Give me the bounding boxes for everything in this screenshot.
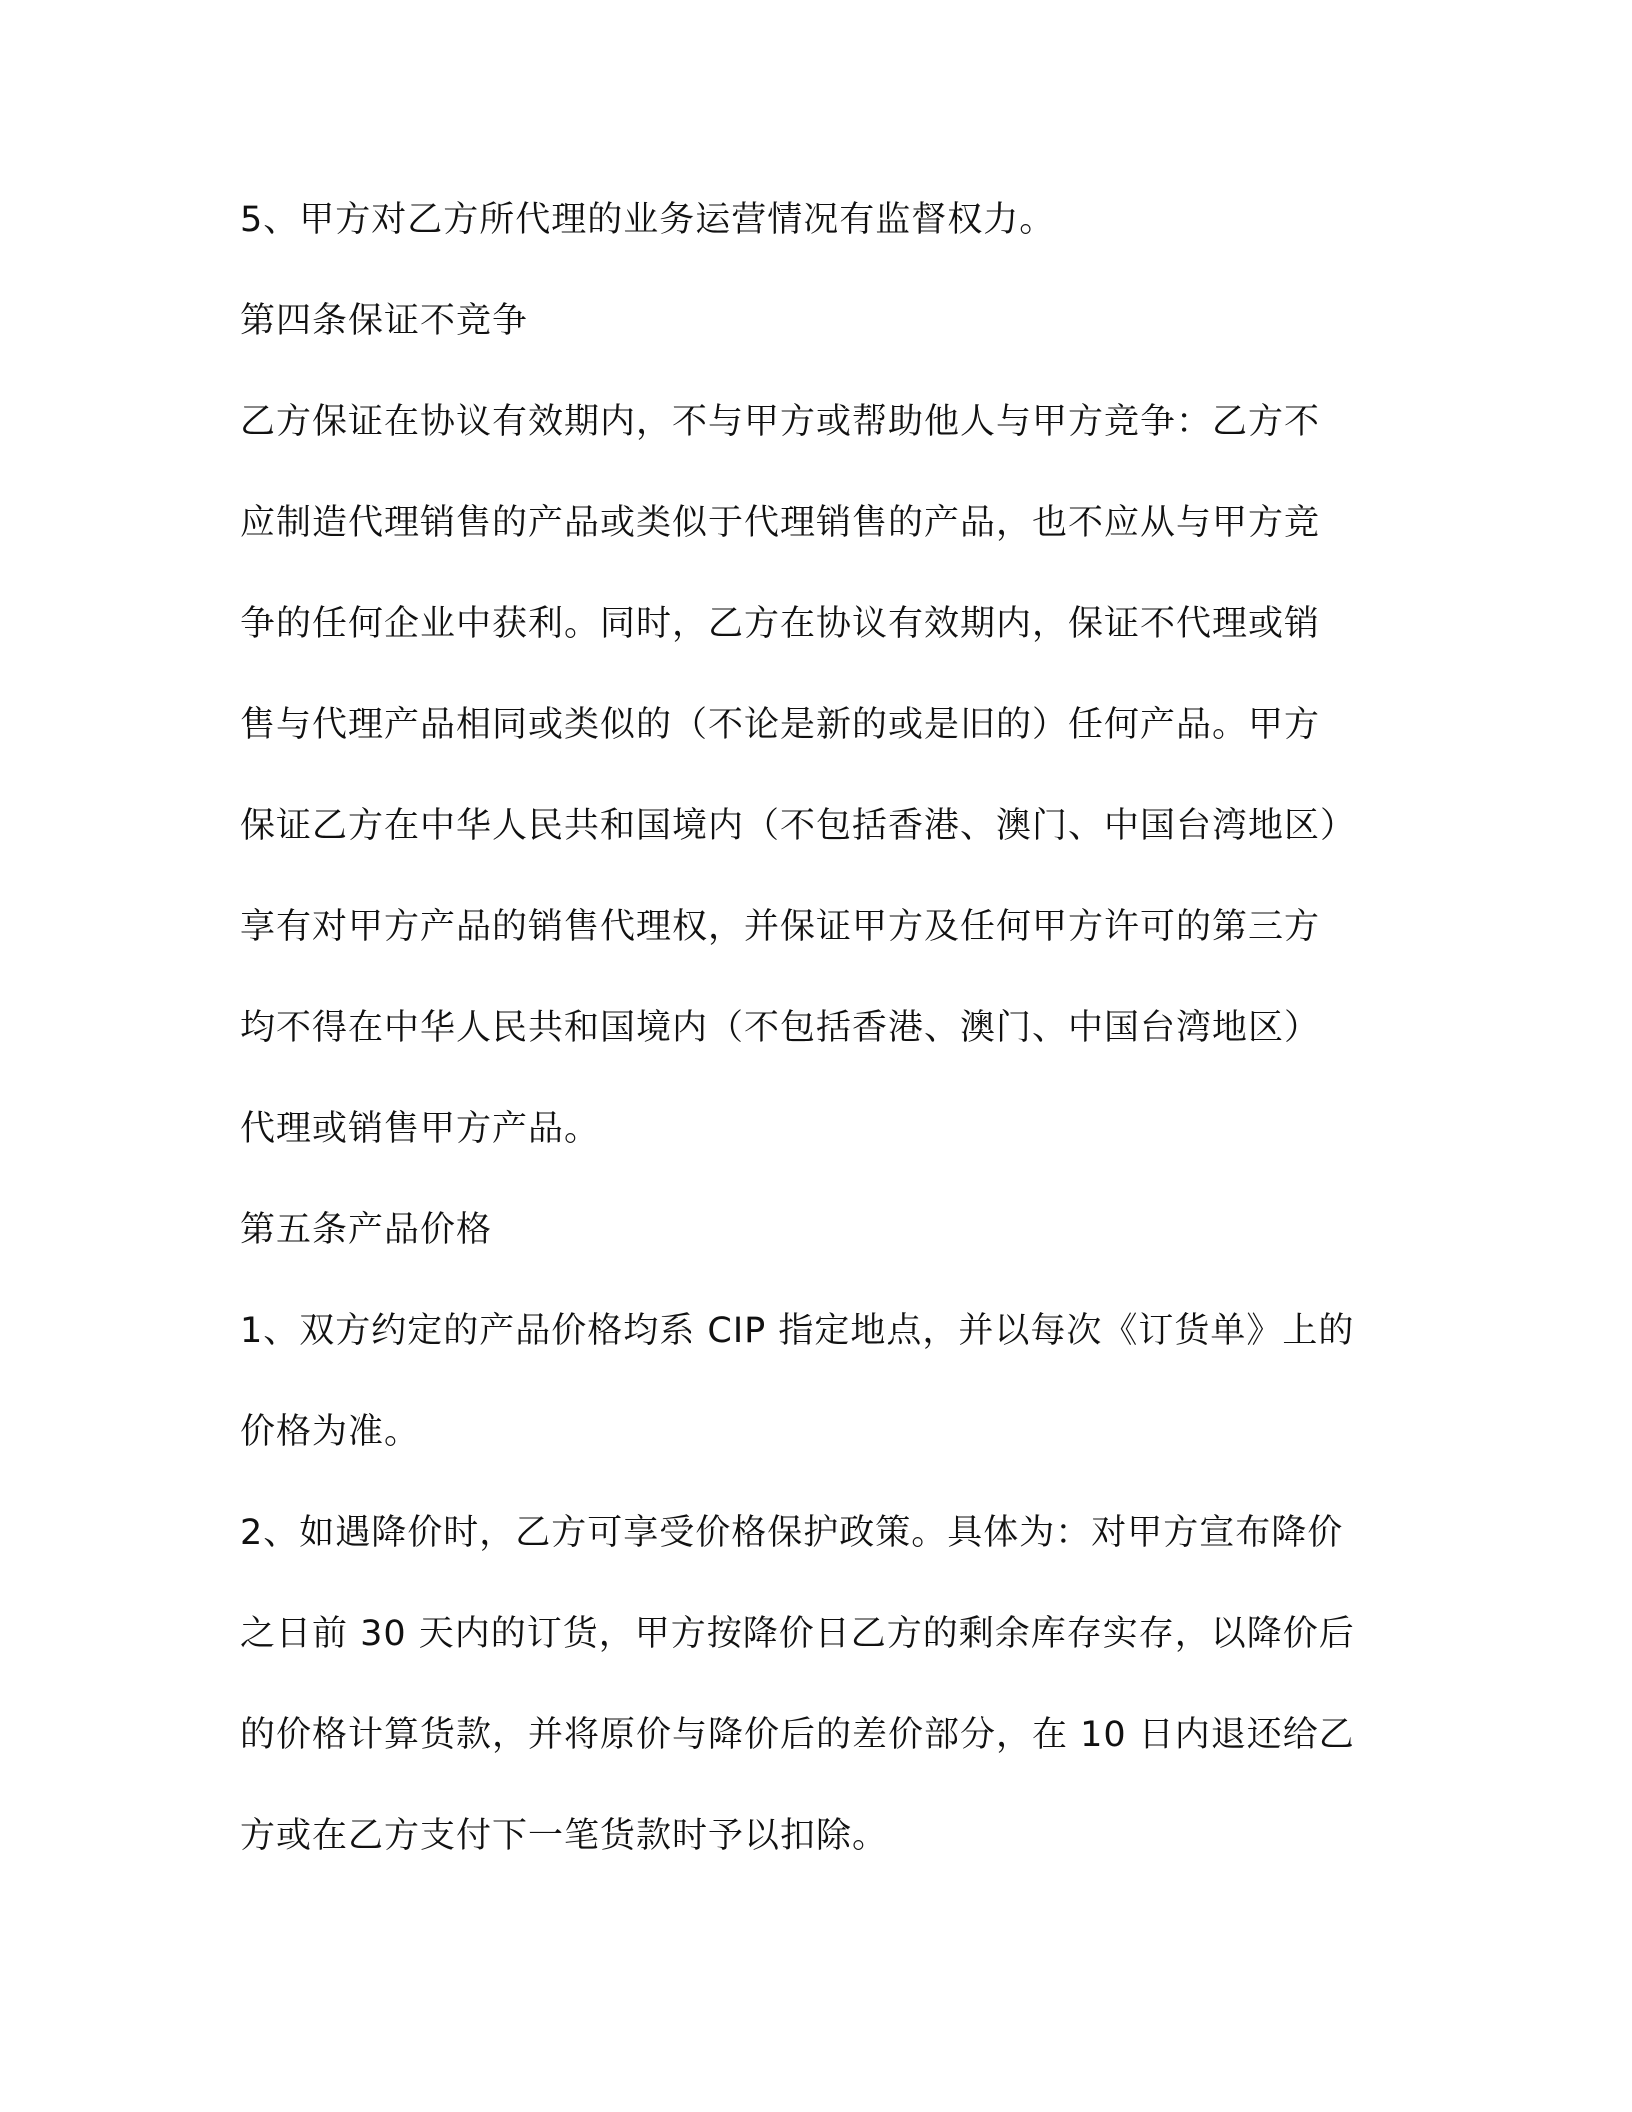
article-5-item-2-line-3: 的价格计算货款，并将原价与降价后的差价部分，在 10 日内退还给乙: [240, 1715, 1355, 1755]
document-body: [240, 180, 1400, 1897]
article-4-heading: 第四条保证不竞争: [240, 301, 529, 341]
article-4-paragraph-line-8: 代理或销售甲方产品。: [240, 1109, 601, 1149]
article-4-paragraph-line-3: 争的任何企业中获利。同时，乙方在协议有效期内，保证不代理或销: [240, 604, 1321, 644]
article-4-paragraph-line-5: 保证乙方在中华人民共和国境内（不包括香港、澳门、中国台湾地区）: [240, 806, 1357, 846]
article-4-paragraph-line-7: 均不得在中华人民共和国境内（不包括香港、澳门、中国台湾地区）: [240, 1008, 1321, 1048]
article-5-item-1-line-1: 1、双方约定的产品价格均系 CIP 指定地点，并以每次《订货单》上的: [240, 1311, 1355, 1351]
article-4-paragraph-line-4: 售与代理产品相同或类似的（不论是新的或是旧的）任何产品。甲方: [240, 705, 1321, 745]
article-4-paragraph-line-6: 享有对甲方产品的销售代理权，并保证甲方及任何甲方许可的第三方: [240, 907, 1321, 947]
article-5-item-2-line-2: 之日前 30 天内的订货，甲方按降价日乙方的剩余库存实存，以降价后: [240, 1614, 1355, 1654]
article-5-item-2-line-4: 方或在乙方支付下一笔货款时予以扣除。: [240, 1816, 889, 1856]
article-5-item-2-line-1: 2、如遇降价时，乙方可享受价格保护政策。具体为：对甲方宣布降价: [240, 1513, 1344, 1553]
article-4-paragraph-line-2: 应制造代理销售的产品或类似于代理销售的产品，也不应从与甲方竞: [240, 503, 1321, 543]
article-5-item-1-line-2: 价格为准。: [240, 1412, 421, 1452]
clause-item-5: 5、甲方对乙方所代理的业务运营情况有监督权力。: [240, 200, 1056, 240]
article-5-heading: 第五条产品价格: [240, 1210, 493, 1250]
article-4-paragraph-line-1: 乙方保证在协议有效期内，不与甲方或帮助他人与甲方竞争：乙方不: [240, 402, 1321, 442]
